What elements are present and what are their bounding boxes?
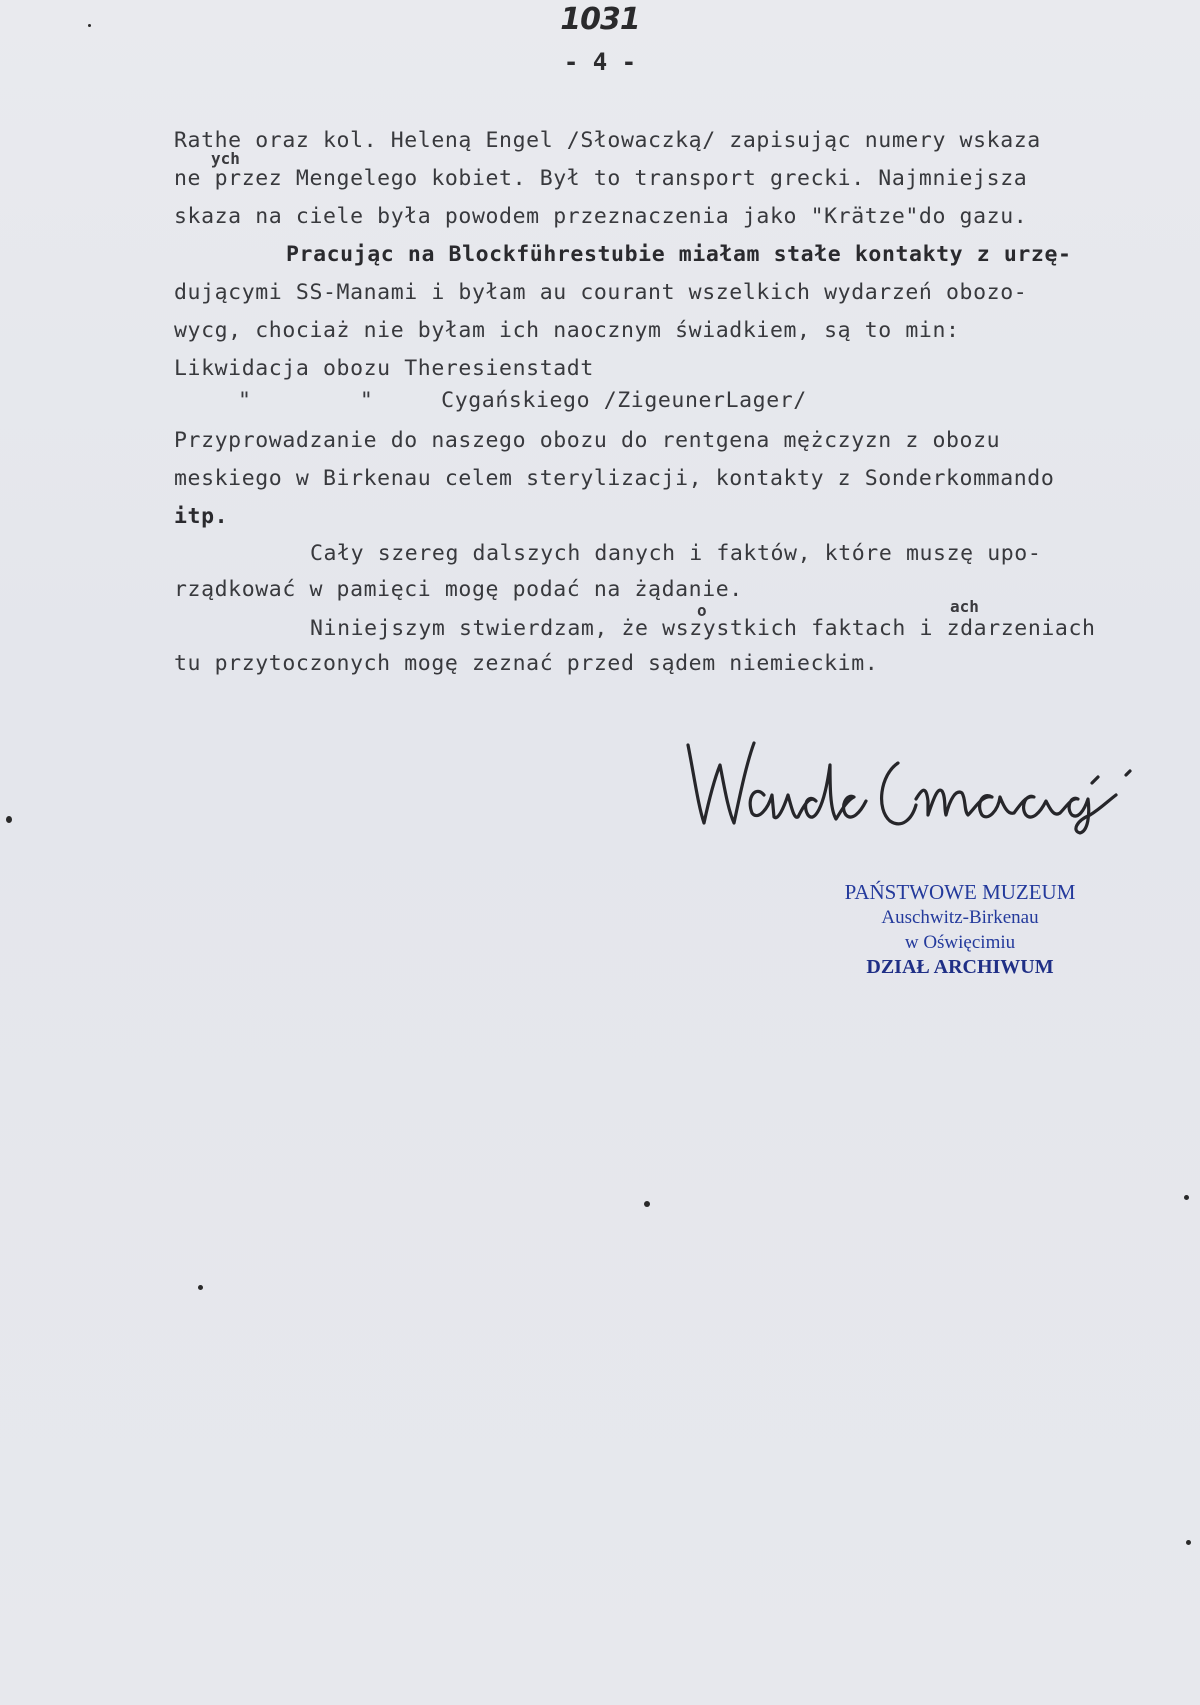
paper-speck [1184,1195,1189,1200]
stamp-line-4: DZIAŁ ARCHIWUM [866,956,1054,978]
text-line-15: tu przytoczonych mogę zeznać przed sądem niemieckim. [174,651,879,676]
text-line-10: meskiego w Birkenau celem sterylizacji, kontakty z Sonderkommando [174,466,1055,491]
page-number: - 4 - [563,48,637,76]
paper-speck [1186,1540,1191,1545]
text-line-2: ne przez Mengelego kobiet. Był to transport grecki. Najmniejsza [174,166,1028,191]
text-line-11: itp. [174,504,229,529]
archive-stamp [800,880,1120,980]
text-line-6: wycg, chociaż nie byłam ich naocznym świadkiem, są to min: [174,318,960,343]
text-line-4: Pracując na Blockführestubie miałam stałe kontakty z urzę- [286,242,1072,267]
text-line-9: Przyprowadzanie do naszego obozu do rentgena mężczyzn z obozu [174,428,1001,453]
text-line-14: Niniejszym stwierdzam, że wszystkich faktach i zdarzeniach [310,616,1096,641]
paper-speck [6,816,12,823]
superscript-ych: ych [211,149,240,168]
paper-speck [88,24,91,27]
paper-speck [644,1201,650,1207]
stamp-line-2: Auschwitz-Birkenau [881,907,1039,928]
paper-speck [198,1285,203,1290]
text-line-8: " " Cygańskiego /ZigeunerLager/ [238,388,807,413]
superscript-o: o [697,601,707,620]
text-line-7: Likwidacja obozu Theresienstadt [174,356,594,381]
text-line-3: skaza na ciele była powodem przeznaczenia jako "Krätze"do gazu. [174,204,1028,229]
archive-number: 1031 [560,2,640,37]
text-line-5: dującymi SS-Manami i byłam au courant wszelkich wydarzeń obozo- [174,280,1028,305]
stamp-line-3: w Oświęcimiu [904,932,1016,953]
text-line-1: Rathe oraz kol. Heleną Engel /Słowaczką/ zapisując numery wskaza [174,128,1041,153]
stamp-line-1: PAŃSTWOWE MUZEUM [844,880,1076,904]
handwritten-signature [680,735,1160,835]
text-line-13: rządkować w pamięci mogę podać na żądanie. [174,577,743,602]
superscript-ach: ach [950,597,979,616]
text-line-12: Cały szereg dalszych danych i faktów, które muszę upo- [310,541,1042,566]
